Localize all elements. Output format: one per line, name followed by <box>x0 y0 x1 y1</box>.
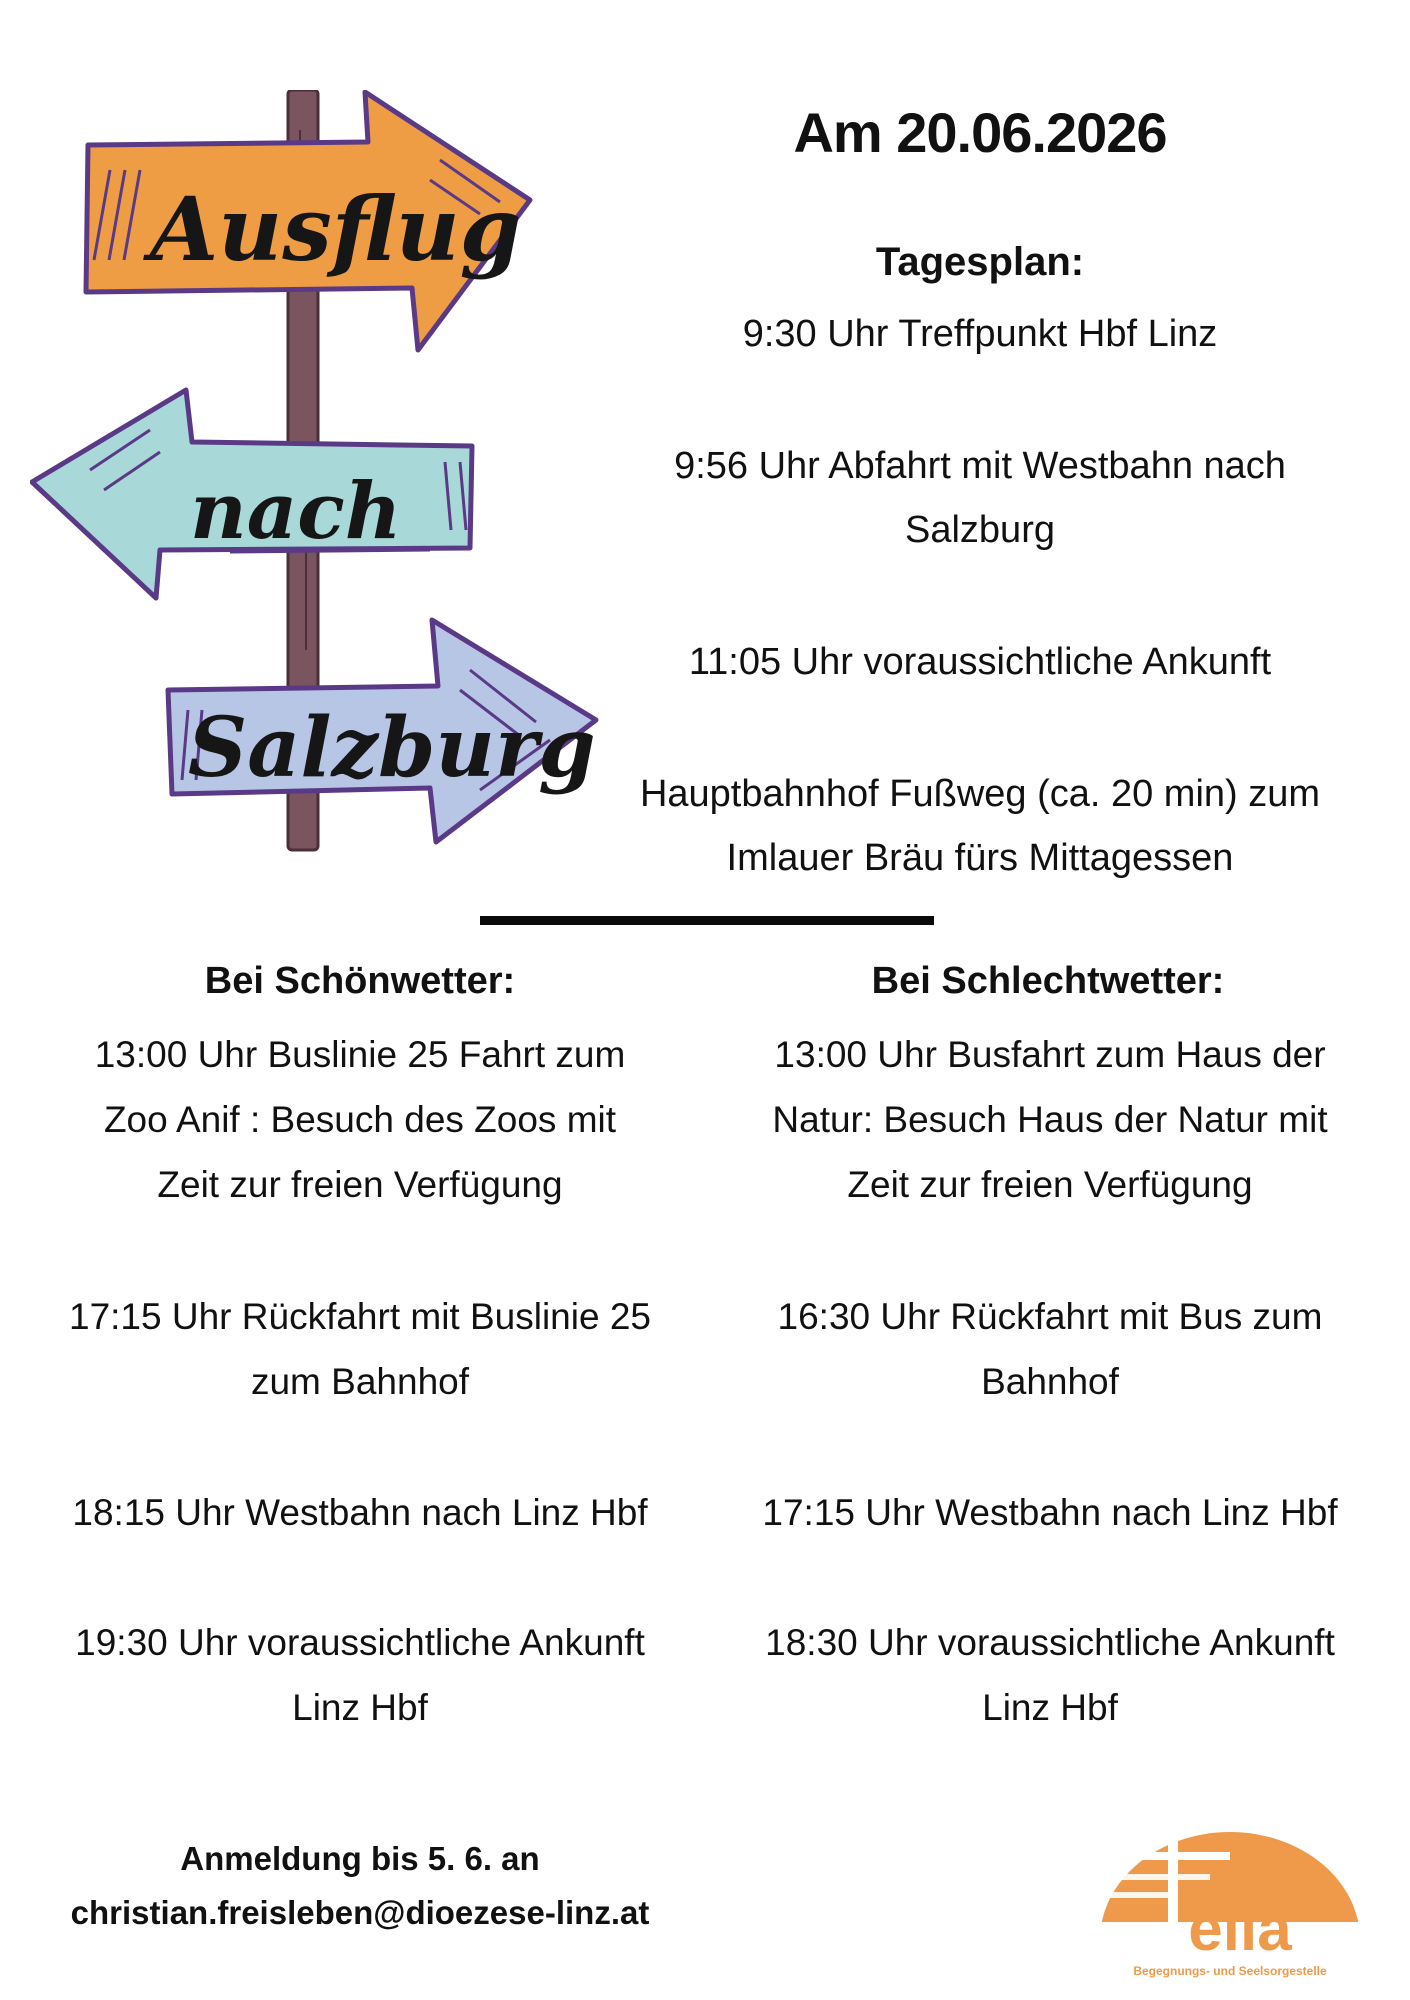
bad-weather-heading: Bei Schlechtwetter: <box>871 960 1225 1002</box>
good-weather-heading: Bei Schönwetter: <box>204 960 516 1002</box>
sign-word-middle: nach <box>190 466 402 557</box>
section-divider <box>480 916 934 925</box>
registration-info <box>30 1832 690 1940</box>
plan-item: 9:56 Uhr Abfahrt mit Westbahn nach Salzburg <box>674 445 1286 551</box>
sign-arrow-left-teal <box>32 390 472 598</box>
plan-heading: Tagesplan: <box>875 240 1085 284</box>
good-weather-item: 17:15 Uhr Rückfahrt mit Buslinie 25 zum Bahnhof <box>69 1296 651 1402</box>
plan-item: Hauptbahnhof Fußweg (ca. 20 min) zum Imlauer Bräu fürs Mittagessen <box>639 773 1321 879</box>
registration-line: Anmeldung bis 5. 6. an <box>180 1840 540 1877</box>
good-weather-item: 13:00 Uhr Buslinie 25 Fahrt zum Zoo Anif : Besuch des Zoos mit Zeit zur freien Verfügung <box>94 1034 626 1205</box>
bad-weather-item: 13:00 Uhr Busfahrt zum Haus der Natur: Besuch Haus der Natur mit Zeit zur freien Verfügung <box>772 1034 1328 1205</box>
sign-arrow-right-blue <box>168 620 596 842</box>
good-weather-item: 19:30 Uhr voraussichtliche Ankunft Linz Hbf <box>75 1622 645 1728</box>
good-weather-item: 18:15 Uhr Westbahn nach Linz Hbf <box>72 1492 648 1533</box>
plan-item: 11:05 Uhr voraussichtliche Ankunft <box>688 641 1272 683</box>
logo-wordmark: elia <box>1188 1895 1292 1964</box>
sign-word-top: Ausflug <box>150 177 522 281</box>
registration-email: christian.freisleben@dioezese-linz.at <box>70 1894 650 1931</box>
elia-logo <box>1090 1830 1370 1980</box>
sign-word-bottom: Salzburg <box>188 700 596 796</box>
date-title: Am 20.06.2026 <box>793 101 1167 164</box>
signpost-illustration <box>30 90 610 870</box>
logo-tagline: Begegnungs- und Seelsorgestelle <box>1133 1964 1327 1978</box>
bad-weather-item: 16:30 Uhr Rückfahrt mit Bus zum Bahnhof <box>777 1296 1323 1402</box>
plan-item: 9:30 Uhr Treffpunkt Hbf Linz <box>742 313 1218 355</box>
bad-weather-item: 18:30 Uhr voraussichtliche Ankunft Linz Hbf <box>765 1622 1335 1728</box>
bad-weather-item: 17:15 Uhr Westbahn nach Linz Hbf <box>762 1492 1338 1533</box>
